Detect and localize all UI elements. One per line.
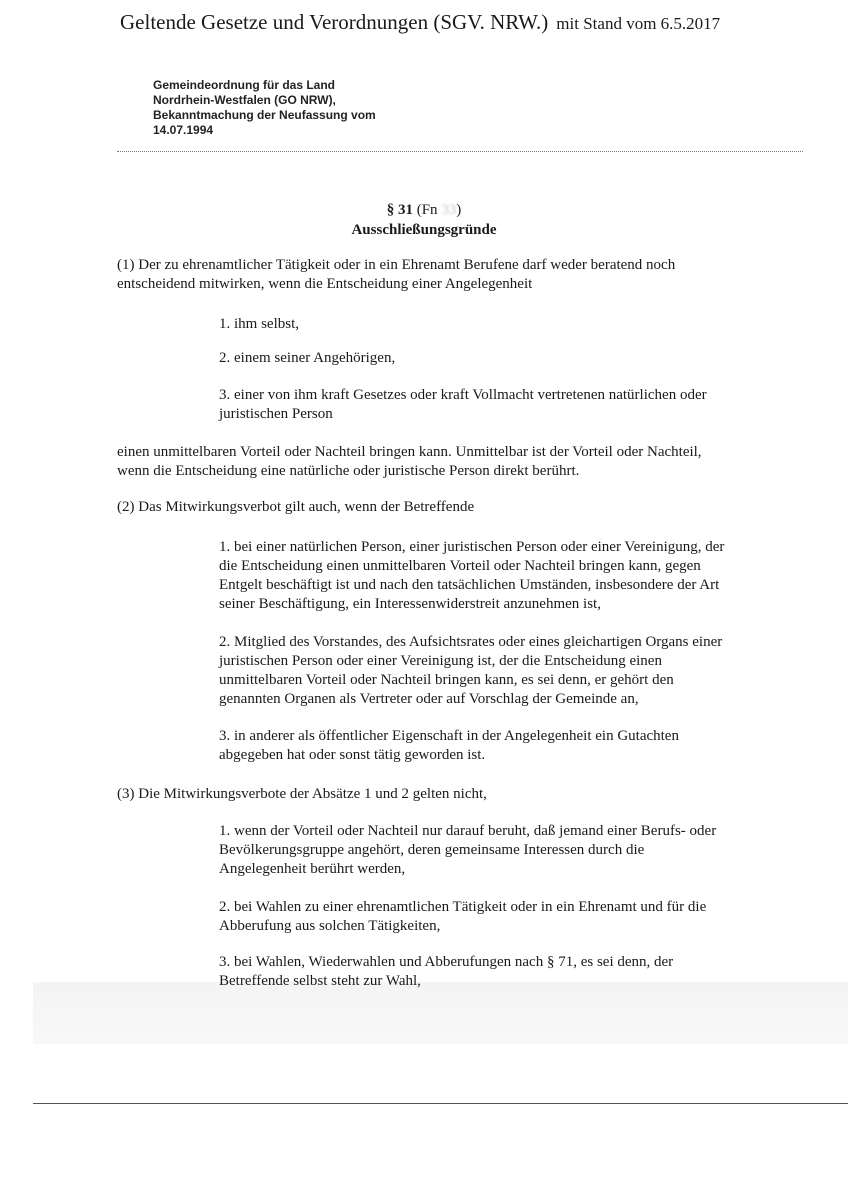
scan-shading bbox=[33, 982, 848, 1044]
list-item: 3. einer von ihm kraft Gesetzes oder kraft Vollmacht vertretenen natürlichen oder bbox=[219, 387, 707, 403]
stand-date: mit Stand vom 6.5.2017 bbox=[556, 14, 721, 33]
list-item-cont: abgegeben hat oder sonst tätig geworden ist. bbox=[219, 747, 486, 763]
section-number: § 31 bbox=[386, 202, 413, 218]
list-item: 3. bei Wahlen, Wiederwahlen und Abberufungen nach § 71, es sei denn, der bbox=[219, 954, 674, 970]
footer-divider bbox=[33, 1103, 848, 1104]
list-item: 2. einem seiner Angehörigen, bbox=[219, 350, 396, 366]
section-title: Ausschließungsgründe bbox=[351, 222, 497, 238]
list-item: 3. in anderer als öffentlicher Eigenschaft in der Angelegenheit ein Gutachten bbox=[219, 728, 679, 744]
list-item-cont: seiner Beschäftigung, ein Interessenwiderstreit anzunehmen ist, bbox=[219, 596, 601, 612]
law-title-block bbox=[153, 78, 376, 138]
list-item-cont: Bevölkerungsgruppe angehört, deren gemeinsame Interessen durch die bbox=[219, 842, 645, 858]
list-item: 2. Mitglied des Vorstandes, des Aufsichtsrates oder eines gleichartigen Organs einer bbox=[219, 634, 723, 650]
header-divider bbox=[117, 151, 803, 152]
list-item-cont: juristischen Person oder einer Vereinigung ist, der die Entscheidung einen bbox=[219, 653, 662, 669]
law-title-line: 14.07.1994 bbox=[153, 123, 214, 137]
list-item-cont: die Entscheidung einen unmittelbaren Vorteil oder Nachteil bringen kann, gegen bbox=[219, 558, 701, 574]
collection-header bbox=[120, 10, 720, 35]
list-item-cont: Abberufung aus solchen Tätigkeiten, bbox=[219, 918, 441, 934]
list-item-cont: unmittelbaren Vorteil oder Nachteil bringen kann, es sei denn, er gehört den bbox=[219, 672, 674, 688]
list-item-cont: juristischen Person bbox=[219, 406, 333, 422]
paragraph-line: (2) Das Mitwirkungsverbot gilt auch, wenn der Betreffende bbox=[117, 499, 475, 515]
list-item-cont: Betreffende selbst steht zur Wahl, bbox=[219, 973, 421, 989]
paragraph-line: wenn die Entscheidung eine natürliche oder juristische Person direkt berührt. bbox=[117, 463, 580, 479]
paragraph-line: (1) Der zu ehrenamtlicher Tätigkeit oder in ein Ehrenamt Berufene darf weder beratend noch bbox=[117, 257, 676, 273]
list-item-cont: genannten Organen als Vertreter oder auf Vorschlag der Gemeinde an, bbox=[219, 691, 639, 707]
law-title-line: Gemeindeordnung für das Land bbox=[153, 78, 336, 92]
collection-title: Geltende Gesetze und Verordnungen (SGV. NRW.) bbox=[120, 10, 549, 34]
list-item: 1. ihm selbst, bbox=[219, 316, 300, 332]
law-title-line: Bekanntmachung der Neufassung vom bbox=[153, 108, 376, 122]
list-item-cont: Entgelt beschäftigt ist und nach den tatsächlichen Umständen, insbesondere der Art bbox=[219, 577, 720, 593]
paragraph-line: einen unmittelbaren Vorteil oder Nachteil bringen kann. Unmittelbar ist der Vorteil oder Nachteil, bbox=[117, 444, 702, 460]
section-heading bbox=[0, 200, 848, 240]
list-item: 1. bei einer natürlichen Person, einer juristischen Person oder einer Vereinigung, der bbox=[219, 539, 725, 555]
law-title-line: Nordrhein-Westfalen (GO NRW), bbox=[153, 93, 336, 107]
footnote-ref: (Fn 33) bbox=[416, 202, 462, 218]
list-item: 2. bei Wahlen zu einer ehrenamtlichen Tätigkeit oder in ein Ehrenamt und für die bbox=[219, 899, 707, 915]
paragraph-line: entscheidend mitwirken, wenn die Entscheidung einer Angelegenheit bbox=[117, 276, 533, 292]
list-item: 1. wenn der Vorteil oder Nachteil nur darauf beruht, daß jemand einer Berufs- oder bbox=[219, 823, 717, 839]
paragraph-line: (3) Die Mitwirkungsverbote der Absätze 1 und 2 gelten nicht, bbox=[117, 786, 487, 802]
list-item-cont: Angelegenheit berührt werden, bbox=[219, 861, 406, 877]
